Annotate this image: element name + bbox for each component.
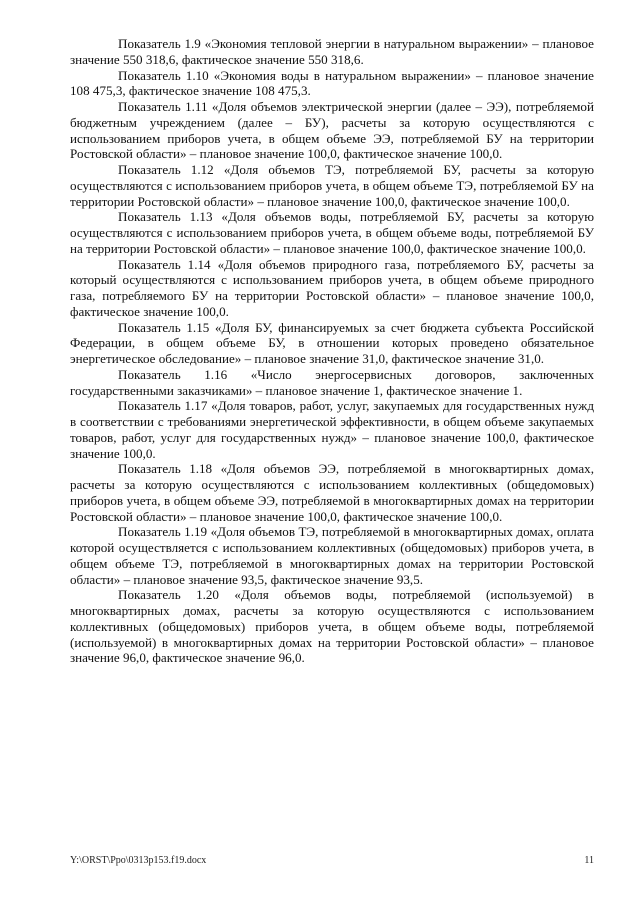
document-body: [70, 36, 594, 666]
paragraph-indicator-1-20: Показатель 1.20 «Доля объемов воды, потребляемой (используемой) в многоквартирных домах, расчеты за которую осуществляются с использованием коллективных (общедомовых) приборов учета, в общем объеме воды, потребляемой (используемой) в многоквартирных домах на территории Ростовской области» – плановое значение 96,0, фактическое значение 96,0.: [70, 587, 594, 666]
paragraph-indicator-1-12: Показатель 1.12 «Доля объемов ТЭ, потребляемой БУ, расчеты за которую осуществляются с использованием приборов учета, в общем объеме ТЭ, потребляемой БУ на территории Ростовской области» – плановое значение 100,0, фактическое значение 100,0.: [70, 162, 594, 209]
paragraph-indicator-1-9: Показатель 1.9 «Экономия тепловой энергии в натуральном выражении» – плановое значение 550 318,6, фактическое значение 550 318,6.: [70, 36, 594, 67]
paragraph-indicator-1-18: Показатель 1.18 «Доля объемов ЭЭ, потребляемой в многоквартирных домах, расчеты за которую осуществляются с использованием коллективных (общедомовых) приборов учета, в общем объеме ЭЭ, потребляемой в многоквартирных домах на территории Ростовской области» – плановое значение 100,0, фактическое значение 100,0.: [70, 461, 594, 524]
paragraph-indicator-1-13: Показатель 1.13 «Доля объемов воды, потребляемой БУ, расчеты за которую осуществляются с использованием приборов учета, в общем объеме воды, потребляемой БУ на территории Ростовской области» – плановое значение 100,0, фактическое значение 100,0.: [70, 209, 594, 256]
page-number: 11: [584, 855, 594, 866]
paragraph-indicator-1-10: Показатель 1.10 «Экономия воды в натуральном выражении» – плановое значение 108 475,3, фактическое значение 108 475,3.: [70, 67, 594, 99]
paragraph-indicator-1-15: Показатель 1.15 «Доля БУ, финансируемых за счет бюджета субъекта Российской Федерации, в общем объеме БУ, в отношении которых проведено обязательное энергетическое обследование» – плановое значение 31,0, фактическое значение 31,0.: [70, 319, 594, 366]
paragraph-indicator-1-16: Показатель 1.16 «Число энергосервисных договоров, заключенных государственными заказчиками» – плановое значение 1, фактическое значение 1.: [70, 366, 594, 398]
paragraph-indicator-1-14: Показатель 1.14 «Доля объемов природного газа, потребляемого БУ, расчеты за который осуществляются с использованием приборов учета, в общем объеме природного газа, потребляемого БУ на территории Ростовской области» – плановое значение 100,0, фактическое значение 100,0.: [70, 256, 594, 319]
footer-file-path: Y:\ORST\Ppo\0313p153.f19.docx: [70, 855, 207, 866]
paragraph-indicator-1-19: Показатель 1.19 «Доля объемов ТЭ, потребляемой в многоквартирных домах, оплата которой осуществляется с использованием коллективных (общедомовых) приборов учета, в общем объеме ТЭ, потребляемой в многоквартирных домах на территории Ростовской области» – плановое значение 93,5, фактическое значение 93,5.: [70, 524, 594, 587]
paragraph-indicator-1-11: Показатель 1.11 «Доля объемов электрической энергии (далее – ЭЭ), потребляемой бюджетным учреждением (далее – БУ), расчеты за которую осуществляются с использованием приборов учета, в общем объеме ЭЭ, потребляемой БУ на территории Ростовской области» – плановое значение 100,0, фактическое значение 100,0.: [70, 99, 594, 162]
paragraph-indicator-1-17: Показатель 1.17 «Доля товаров, работ, услуг, закупаемых для государственных нужд в соответствии с требованиями энергетической эффективности, в общем объеме закупаемых товаров, работ, услуг для государственных нужд» – плановое значение 100,0, фактическое значение 100,0.: [70, 398, 594, 461]
